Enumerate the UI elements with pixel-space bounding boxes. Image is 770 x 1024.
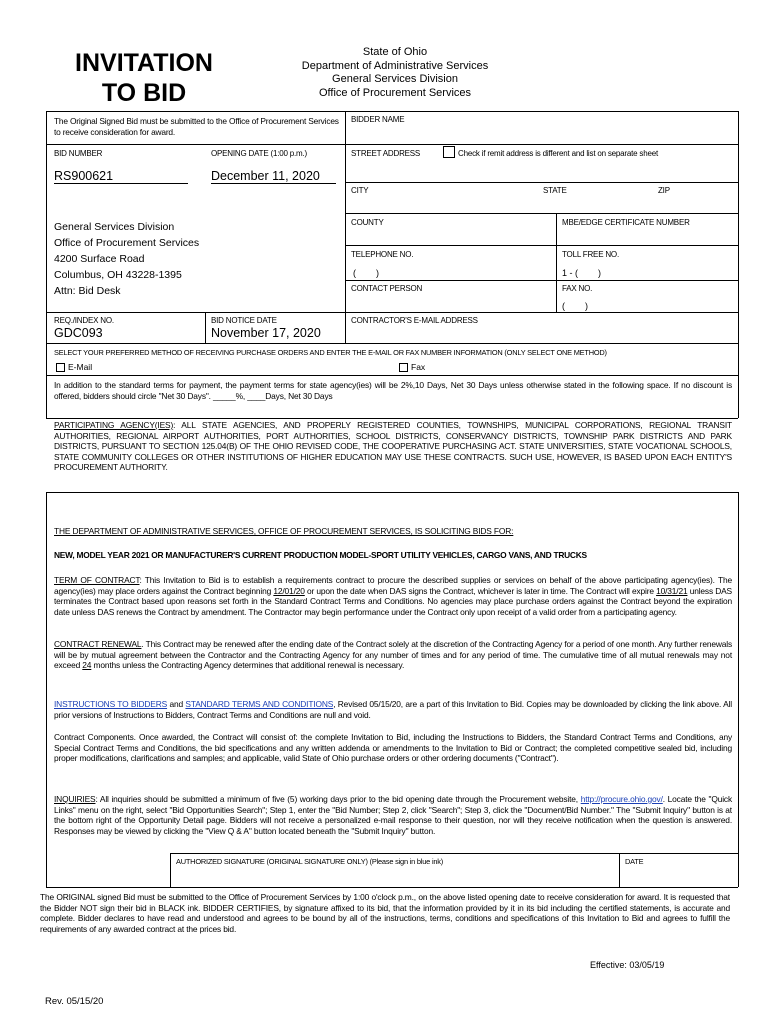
contact-label: CONTACT PERSON <box>351 284 423 293</box>
contractor-email-label: CONTRACTOR'S E-MAIL ADDRESS <box>351 316 478 325</box>
agency-block: State of Ohio Department of Administrative Services General Services Division Office of Procurement Services <box>301 46 489 99</box>
payment-terms: In addition to the standard terms for payment, the payment terms for state agency(ies) will be 2%,10 Days, Net 30 Days unless otherwise stated in the following space. If no discount is offered, bidders should circle "Net 30 Days". _____%, ____Days, Net 30 Days <box>54 380 732 401</box>
email-checkbox[interactable] <box>56 363 65 372</box>
city-label: CITY <box>351 186 369 195</box>
city-state-zip-field[interactable] <box>350 196 734 211</box>
bid-number-label: BID NUMBER <box>54 149 103 158</box>
original-bid-note: The Original Signed Bid must be submitted to the Office of Procurement Services to receive consideration for award. <box>54 116 339 137</box>
fax-label: FAX NO. <box>562 284 593 293</box>
term-of-contract: TERM OF CONTRACT: This Invitation to Bid is to establish a requirements contract to procure the described supplies or services on behalf of the above participating agency(ies). The agency(ies) may place orders against the Contract beginning 12/01/20 or upon the date when DAS signs the Contract, whichever is later in time. The Contract will expire 10/31/21 unless DAS terminates the Contract based upon reasons set forth in the Standard Contract Terms and Conditions. No agencies may place purchase orders against the Contract beyond the expiration date unless DAS renews the Contract by amendment. The Contractor may begin performance under the Contract only upon receipt of a valid order from a participating agency. <box>54 575 732 617</box>
terms-link[interactable]: STANDARD TERMS AND CONDITIONS <box>185 699 334 709</box>
opening-date: December 11, 2020 <box>211 169 336 184</box>
telephone-field[interactable]: ( ) <box>353 268 379 278</box>
certification-text: The ORIGINAL signed Bid must be submitted to the Office of Procurement Services by 1:00 o'clock p.m., on the above listed opening date to receive consideration for award. It is requested that the Bidder NOT sign their bid in BLACK ink. BIDDER CERTIFIES, by signature affixed to its bid, that the information provided by it in its bid including the certified statements, is accurate and complete. Bidder declares to have read and understood and agrees to be bound by all of the instructions, terms, conditions and specifications of this Invitation to Bid and agrees to fulfill the requirements of any awarded contract at the prices bid. <box>40 892 730 934</box>
county-label: COUNTY <box>351 218 384 227</box>
signature-label: AUTHORIZED SIGNATURE (ORIGINAL SIGNATURE ONLY) (Please sign in blue ink) <box>176 857 444 866</box>
fax-option: Fax <box>399 362 425 372</box>
participating-agencies: PARTICIPATING AGENCY(IES): ALL STATE AGENCIES, AND PROPERLY REGISTERED COUNTIES, TOWNSHIPS, MUNICIPAL CORPORATIONS, REGIONAL TRANSIT AUTHORITIES, REGIONAL AIRPORT AUTHORITIES, PORT AUTHORITIES, SCHOOL DISTRICTS, CONSERVANCY DISTRICTS, TOWNSHIP PARK DISTRICTS AND PARK DISTRICTS, PURSUANT TO SECTION 125.04(B) OF THE OHIO REVISED CODE, THE COOPERATIVE PURCHASING ACT. STATE UNIVERSITIES, STATE VOCATIONAL SCHOOLS, STATE COMMUNITY COLLEGES OR OTHER INSTITUTIONS OF HIGHER EDUCATION MAY USE THESE CONTRACTS. SUCH USE, HOWEVER, IS BASED UPON EACH ENTITY'S PROCUREMENT AUTHORITY. <box>54 420 732 473</box>
instructions-paragraph: INSTRUCTIONS TO BIDDERS and STANDARD TERMS AND CONDITIONS, Revised 05/15/20, are a part of this Invitation to Bid. Copies may be downloaded by clicking the link above. All prior versions of Instructions to Bidders, Contract Terms and Conditions are null and void. <box>54 699 732 720</box>
req-label: REQ./INDEX NO. <box>54 316 114 325</box>
state-label: STATE <box>543 186 567 195</box>
bidder-name-label: BIDDER NAME <box>351 115 405 124</box>
page-title: INVITATION TO BID <box>75 49 213 107</box>
product-title: NEW, MODEL YEAR 2021 OR MANUFACTURER'S CURRENT PRODUCTION MODEL-SPORT UTILITY VEHICLES, CARGO VANS, AND TRUCKS <box>54 550 587 560</box>
date-label: DATE <box>625 857 644 866</box>
street-address-field[interactable] <box>350 160 734 180</box>
tollfree-field[interactable]: 1 - ( ) <box>562 268 602 278</box>
req-value: GDC093 <box>54 326 103 340</box>
tollfree-label: TOLL FREE NO. <box>562 250 619 259</box>
fax-field[interactable]: ( ) <box>562 301 588 311</box>
remit-checkbox-row: Check if remit address is different and list on separate sheet <box>443 146 658 158</box>
revision: Rev. 05/15/20 <box>45 996 104 1007</box>
fax-checkbox[interactable] <box>399 363 408 372</box>
contract-renewal: CONTRACT RENEWAL. This Contract may be renewed after the ending date of the Contract solely at the discretion of the Contracting Agency for a period of one month. Any further renewals will be by mutual agreement between the Contractor and the Contracting Agency for any number of times and for any period of time. The cumulative time of all mutual renewals may not exceed 24 months unless the Contracting Agency determines that additional renewal is necessary. <box>54 639 732 671</box>
notice-date-label: BID NOTICE DATE <box>211 316 277 325</box>
contract-components: Contract Components. Once awarded, the Contract will consist of: the complete Invitation to Bid, including the Instructions to Bidders, the Standard Contract Terms and Conditions, any Special Contract Terms and Conditions, the bid specifications and any written addenda or amendments to the Invitation to Bid or Contract; the completed competitive sealed bid, including proper modifications, clarifications and samples; and applicable, valid State of Ohio purchase orders or other ordering documents ("Contract"). <box>54 732 732 764</box>
bidder-name-field[interactable] <box>350 126 734 142</box>
street-address-label: STREET ADDRESS <box>351 149 421 158</box>
procure-link[interactable]: http://procure.ohio.gov/ <box>580 794 663 804</box>
zip-label: ZIP <box>658 186 670 195</box>
mbe-label: MBE/EDGE CERTIFICATE NUMBER <box>562 218 690 227</box>
soliciting-line: THE DEPARTMENT OF ADMINISTRATIVE SERVICES, OFFICE OF PROCUREMENT SERVICES, IS SOLICITING BIDS FOR: <box>54 526 514 536</box>
notice-date: November 17, 2020 <box>211 326 321 340</box>
bid-number: RS900621 <box>54 169 188 184</box>
address-block: General Services Division Office of Procurement Services 4200 Surface Road Columbus, OH 43228-1395 Attn: Bid Desk <box>54 221 200 297</box>
telephone-label: TELEPHONE NO. <box>351 250 414 259</box>
effective-date: Effective: 03/05/19 <box>590 960 665 970</box>
method-label: SELECT YOUR PREFERRED METHOD OF RECEIVING PURCHASE ORDERS AND ENTER THE E-MAIL OR FAX NUMBER INFORMATION (ONLY SELECT ONE METHOD) <box>54 348 607 357</box>
opening-date-label: OPENING DATE (1:00 p.m.) <box>211 149 307 158</box>
remit-checkbox[interactable] <box>443 146 455 158</box>
inquiries-paragraph: INQUIRIES: All inquiries should be submitted a minimum of five (5) working days prior to the bid opening date through the Procurement website, http://procure.ohio.gov/. Locate the "Quick Links" menu on the right, select "Bid Opportunities Search"; Step 1, enter the "Bid Number; Step 2, click "Search"; Step 3, click the "Document/Bid Number." The "Submit Inquiry" button is at the bottom right of the Opportunity Detail page. Bidders will not receive a personalized e-mail response to their question, nor will they receive notification when the question is answered. Responses may be viewed by clicking the "View Q & A" button located beneath the "Submit Inquiry" button. <box>54 794 732 836</box>
email-option: E-Mail <box>56 362 92 372</box>
instructions-link[interactable]: INSTRUCTIONS TO BIDDERS <box>54 699 168 709</box>
date-field[interactable] <box>622 868 736 885</box>
signature-field[interactable] <box>172 868 616 885</box>
